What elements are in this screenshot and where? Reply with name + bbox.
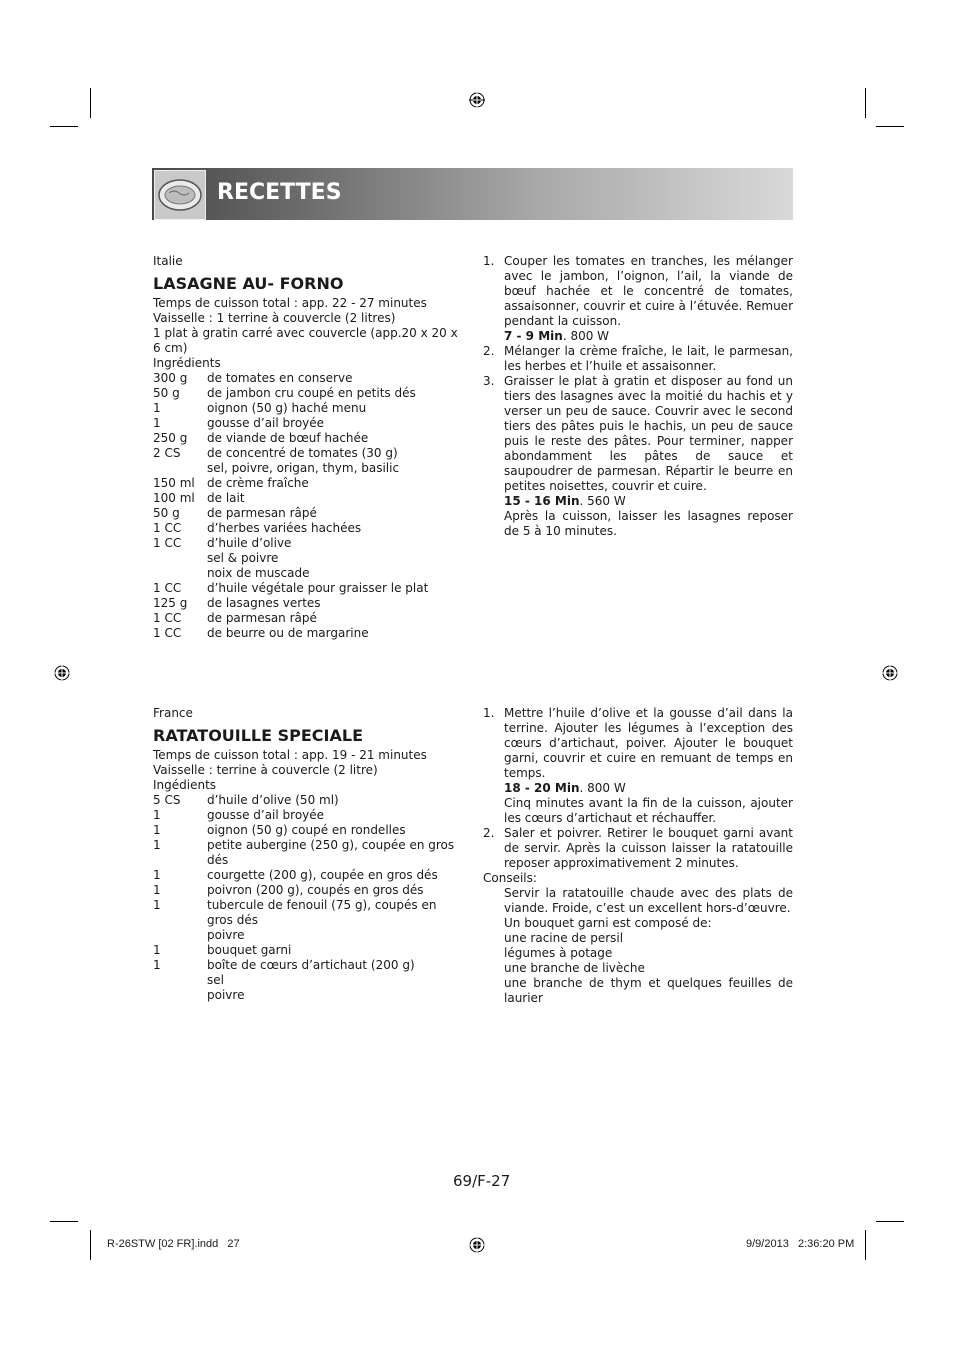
ingredient-quantity: 1 [153,401,161,415]
recipe1-steps-column [483,254,793,539]
ingredient-row [153,446,465,461]
info-line: Temps de cuisson total : app. 22 - 27 minutes [153,296,427,310]
ingredient-description: de tomates en conserve [207,371,353,385]
footer-date: 9/9/2013 2:36:20 PM [746,1238,855,1250]
recipe2-ingredients-column [153,706,465,1003]
ingredient-quantity: 1 [153,943,161,957]
ingredient-description: poivre [207,928,245,942]
ingredient-row [153,371,465,386]
ingredient-quantity [153,988,207,1003]
ingredient-description: oignon (50 g) haché menu [207,401,367,415]
ingredient-quantity: 1 [153,868,161,882]
ingredient-description: de parmesan râpé [207,506,317,520]
ingredient-quantity: 1 CC [153,626,182,640]
ingredient-row [153,883,465,898]
tips-list [483,886,793,1006]
tip-line: une branche de livèche [504,961,645,975]
cook-time: 7 - 9 Min [504,329,563,343]
ingredient-row [153,386,465,401]
info-line: Vaisselle : terrine à couvercle (2 litre) [153,763,378,777]
tip-line: légumes à potage [504,946,613,960]
crop-mark [50,126,78,127]
ingredient-row [153,491,465,506]
ingredient-quantity: 50 g [153,506,180,520]
ingredient-quantity: 1 [153,898,161,912]
page-number: 69/F-27 [453,1172,511,1190]
ingredient-row [153,476,465,491]
step-number: 2. [483,826,495,840]
ingredient-quantity: 5 CS [153,793,181,807]
recipe1-ingredients-column [153,254,465,641]
ingredient-row [153,943,465,958]
ingredient-description: de viande de bœuf hachée [207,431,369,445]
ingredient-row [153,898,465,928]
step-text: Saler et poivrer. Retirer le bouquet garni avant de servir. Après la cuisson laisser la ratatouille reposer approximativement 2 minutes. [504,826,793,870]
ingredient-row [153,536,465,551]
ingredient-row [153,838,465,868]
ingredient-row [153,551,465,566]
registration-mark-icon [882,665,898,681]
footer-filename: R-26STW [02 FR].indd 27 [107,1238,240,1250]
ingredient-row [153,973,465,988]
ingredient-quantity: 1 CC [153,521,182,535]
ingredient-row [153,416,465,431]
ingredient-description: de beurre ou de margarine [207,626,369,640]
ingredient-description: d’huile d’olive (50 ml) [207,793,339,807]
ingredient-quantity: 1 [153,838,161,852]
ingredient-row [153,581,465,596]
ingredient-row [153,431,465,446]
ingredient-description: boîte de cœurs d’artichaut (200 g) [207,958,415,972]
cook-power: . 560 W [579,494,626,508]
step-number: 1. [483,706,495,720]
ingredient-description: courgette (200 g), coupée en gros dés [207,868,438,882]
step-body [504,374,793,539]
recipe-country: Italie [153,254,183,268]
ingredient-description: de concentré de tomates (30 g) [207,446,398,460]
ingredient-quantity [153,551,207,566]
ingredient-row [153,611,465,626]
cook-power: . 800 W [579,781,626,795]
step-item [483,374,793,539]
crop-mark [90,88,91,118]
step-item [483,344,793,374]
ingredient-row [153,626,465,641]
info-line: Vaisselle : 1 terrine à couvercle (2 litres) [153,311,396,325]
ingredient-description: de crème fraîche [207,476,309,490]
page-title: RECETTES [217,180,342,205]
step-body [504,706,793,826]
ingredient-quantity: 1 [153,808,161,822]
ingredient-list [153,371,465,641]
crop-mark [90,1230,91,1260]
ingredient-row [153,868,465,883]
ingredient-description: d’huile végétale pour graisser le plat [207,581,429,595]
ingredient-quantity [153,973,207,988]
step-text: Couper les tomates en tranches, les mélanger avec le jambon, l’oignon, l’ail, la viande de bœuf hachée et le concentré de tomates, assaisonner, couvrir et cuire à l’étuvée. Remuer pendant la cuisson. [504,254,793,328]
ingredient-row [153,928,465,943]
ingredient-quantity: 1 CC [153,581,182,595]
ingredient-quantity: 1 [153,958,161,972]
ingredient-quantity: 125 g [153,596,188,610]
ingredient-quantity: 250 g [153,431,188,445]
ingredient-quantity [153,566,207,581]
cook-power: . 800 W [562,329,610,343]
tips-label: Conseils: [483,871,537,885]
recipe-country: France [153,706,193,720]
ingredient-quantity: 1 [153,416,161,430]
ingredient-row [153,958,465,973]
ingredient-quantity: 2 CS [153,446,181,460]
step-note: Cinq minutes avant la fin de la cuisson, ajouter les cœurs d’artichaut et réchauffer. [504,796,793,825]
ingredient-quantity: 100 ml [153,491,195,505]
ingredient-row [153,596,465,611]
ingredient-row [153,506,465,521]
tip-line: une racine de persil [504,931,624,945]
recipe-title: RATATOUILLE SPECIALE [153,726,364,745]
step-text: Mélanger la crème fraîche, le lait, le parmesan, les herbes et l’huile et assaisonner. [504,344,793,373]
cook-time: 15 - 16 Min [504,494,580,508]
ingredient-description: bouquet garni [207,943,292,957]
tip-line: une branche de thym et quelques feuilles de laurier [504,976,793,1005]
step-body [504,826,793,871]
cook-time: 18 - 20 Min [504,781,580,795]
step-number: 2. [483,344,495,358]
ingredient-quantity [153,928,207,943]
step-item [483,706,793,826]
steps-list [483,706,793,871]
crop-mark [865,1230,866,1260]
recipe-info [153,296,465,371]
step-time [504,494,793,509]
ingredient-row [153,793,465,808]
ingredient-description: gousse d’ail broyée [207,416,325,430]
ingredient-row [153,521,465,536]
tip-line: Un bouquet garni est composé de: [504,916,712,930]
ingredient-description: poivre [207,988,245,1002]
ingredient-description: de lasagnes vertes [207,596,321,610]
info-line: Ingrédients [153,356,221,370]
step-note: Après la cuisson, laisser les lasagnes reposer de 5 à 10 minutes. [504,509,793,538]
ingredient-quantity: 1 CC [153,611,182,625]
step-item [483,826,793,871]
ingredient-description: tubercule de fenouil (75 g), coupés en gros dés [207,898,437,927]
registration-mark-icon [54,665,70,681]
microwave-dish-icon [154,170,206,220]
info-line: Temps de cuisson total : app. 19 - 21 minutes [153,748,427,762]
ingredient-description: de jambon cru coupé en petits dés [207,386,416,400]
ingredient-quantity [153,461,207,476]
ingredient-quantity: 150 ml [153,476,195,490]
ingredient-description: sel & poivre [207,551,279,565]
ingredient-description: noix de muscade [207,566,310,580]
step-number: 3. [483,374,495,388]
step-item [483,254,793,344]
step-time [504,781,793,796]
ingredient-row [153,988,465,1003]
ingredient-quantity: 1 [153,823,161,837]
step-body [504,344,793,374]
step-number: 1. [483,254,495,268]
recipe2-steps-column [483,706,793,1006]
ingredient-description: sel [207,973,224,987]
registration-mark-icon [469,92,485,108]
ingredient-description: poivron (200 g), coupés en gros dés [207,883,424,897]
ingredient-quantity: 300 g [153,371,188,385]
ingredient-quantity: 1 [153,883,161,897]
ingredient-description: petite aubergine (250 g), coupée en gros dés [207,838,455,867]
ingredient-description: d’huile d’olive [207,536,292,550]
ingredient-list [153,793,465,1003]
ingredient-quantity: 1 CC [153,536,182,550]
ingredient-description: sel, poivre, origan, thym, basilic [207,461,400,475]
ingredient-description: oignon (50 g) coupé en rondelles [207,823,406,837]
ingredient-row [153,401,465,416]
recipe-title: LASAGNE AU- FORNO [153,274,344,293]
step-text: Mettre l’huile d’olive et la gousse d’ail dans la terrine. Ajouter les légumes à l’exception des cœurs d’artichaut, poiver. Ajouter le bouquet garni, couvrir et cuire en remuant de temps en temps. [504,706,793,780]
ingredient-row [153,566,465,581]
step-body [504,254,793,344]
ingredient-description: gousse d’ail broyée [207,808,325,822]
ingredient-row [153,808,465,823]
ingredient-description: de parmesan râpé [207,611,317,625]
tip-line: Servir la ratatouille chaude avec des plats de viande. Froide, c’est un excellent hors-d’œuvre. [504,886,793,915]
ingredient-description: de lait [207,491,245,505]
info-line: Ingédients [153,778,217,792]
step-time [504,329,793,344]
ingredient-row [153,823,465,838]
registration-mark-icon [469,1237,485,1253]
recipe-info [153,748,465,793]
info-line: 1 plat à gratin carré avec couvercle (app.20 x 20 x 6 cm) [153,326,458,355]
ingredient-quantity: 50 g [153,386,180,400]
crop-mark [50,1221,78,1222]
step-text: Graisser le plat à gratin et disposer au fond un tiers des lasagnes avec la moitié du hachis et y verser un peu de sauce. Couvrir avec le second tiers des pâtes puis le hachis, un peu de sauce puis le reste des pâtes. Pour terminer, napper abondamment les pâtes de sauce et saupoudrer de parmesan. Répartir le beurre en petites noisettes, couvrir et cuire. [504,374,793,493]
ingredient-row [153,461,465,476]
crop-mark [876,126,904,127]
ingredient-description: d’herbes variées hachées [207,521,362,535]
crop-mark [865,88,866,118]
crop-mark [876,1221,904,1222]
